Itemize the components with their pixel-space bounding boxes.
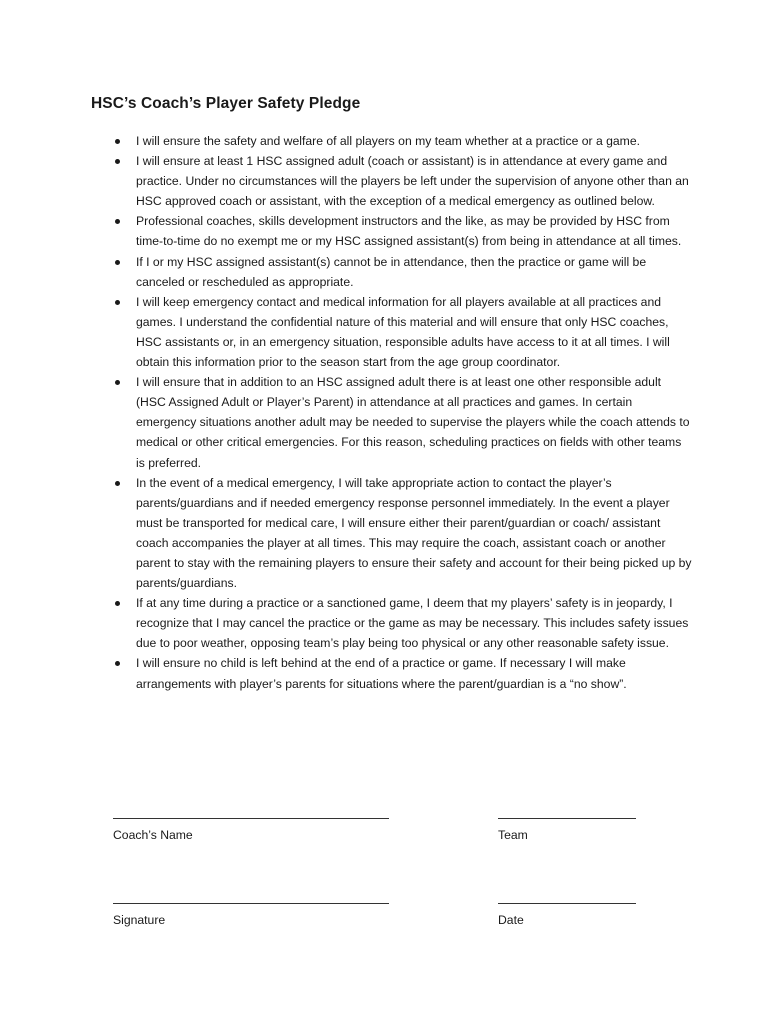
bullet-icon	[115, 601, 120, 606]
coach-name-line[interactable]	[113, 818, 389, 819]
team-field[interactable]	[498, 818, 636, 842]
signature-label: Signature	[113, 913, 166, 927]
coach-name-label: Coach’s Name	[113, 828, 193, 842]
coach-name-field[interactable]	[113, 818, 389, 842]
date-label: Date	[498, 913, 524, 927]
list-item-text: I will ensure that in addition to an HSC assigned adult there is at least one other responsible adult (HSC Assigned Adult or Player’s Parent) in attendance at all practices and games. In certain emergency situations another adult may be needed to supervise the players while the coach attends to medical or other critical emergencies. For this reason, scheduling practices on fields with other teams is preferred.	[136, 375, 690, 470]
list-item	[113, 593, 693, 653]
list-item	[113, 473, 693, 594]
list-item	[113, 653, 693, 693]
bullet-icon	[115, 380, 120, 385]
signature-field[interactable]	[113, 903, 389, 927]
list-item-text: I will keep emergency contact and medical information for all players available at all practices and games. I understand the confidential nature of this material and will ensure that only HSC coaches, HSC assistants or, in an emergency situation, responsible adults have access to it at all times. I will obtain this information prior to the season start from the age group coordinator.	[136, 294, 670, 370]
signature-line[interactable]	[113, 903, 389, 904]
list-item-text: If I or my HSC assigned assistant(s) cannot be in attendance, then the practice or game will be canceled or rescheduled as appropriate.	[136, 254, 647, 289]
bullet-icon	[115, 260, 120, 265]
list-item-text: I will ensure at least 1 HSC assigned adult (coach or assistant) is in attendance at every game and practice. Under no circumstances will the players be left under the supervision of anyone other than an HSC approved coach or assistant, with the exception of a medical emergency as outlined below.	[136, 154, 689, 209]
list-item	[113, 372, 693, 472]
team-line[interactable]	[498, 818, 636, 819]
list-item-text: I will ensure the safety and welfare of all players on my team whether at a practice or a game.	[136, 134, 640, 148]
list-item	[113, 292, 693, 372]
list-item	[113, 131, 693, 151]
list-item	[113, 211, 693, 251]
bullet-icon	[115, 481, 120, 486]
list-item-text: I will ensure no child is left behind at the end of a practice or game. If necessary I will make arrangements with player’s parents for situations where the parent/guardian is a “no show”.	[136, 656, 627, 691]
bullet-icon	[115, 219, 120, 224]
list-item-text: Professional coaches, skills development instructors and the like, as may be provided by HSC from time-to-time do no exempt me or my HSC assigned assistant(s) from being in attendance at all times.	[136, 214, 682, 249]
list-item-text: If at any time during a practice or a sanctioned game, I deem that my players’ safety is in jeopardy, I recognize that I may cancel the practice or the game as may be necessary. This includes safety issues due to poor weather, opposing team’s play being too physical or any other reasonable safety issue.	[136, 596, 689, 651]
bullet-icon	[115, 139, 120, 144]
date-line[interactable]	[498, 903, 636, 904]
bullet-icon	[115, 159, 120, 164]
list-item	[113, 252, 693, 292]
team-label: Team	[498, 828, 528, 842]
bullet-icon	[115, 300, 120, 305]
list-item	[113, 151, 693, 211]
page-title: HSC’s Coach’s Player Safety Pledge	[91, 95, 361, 112]
list-item-text: In the event of a medical emergency, I will take appropriate action to contact the player’s parents/guardians and if needed emergency response personnel immediately. In the event a player must be transported for medical care, I will ensure either their parent/guardian or coach/ assistant coach accompanies the player at all times. This may require the coach, assistant coach or another parent to stay with the remaining players to ensure their safety and account for their being picked up by parents/guardians.	[136, 475, 692, 591]
pledge-list	[113, 131, 693, 694]
bullet-icon	[115, 661, 120, 666]
date-field[interactable]	[498, 903, 636, 927]
